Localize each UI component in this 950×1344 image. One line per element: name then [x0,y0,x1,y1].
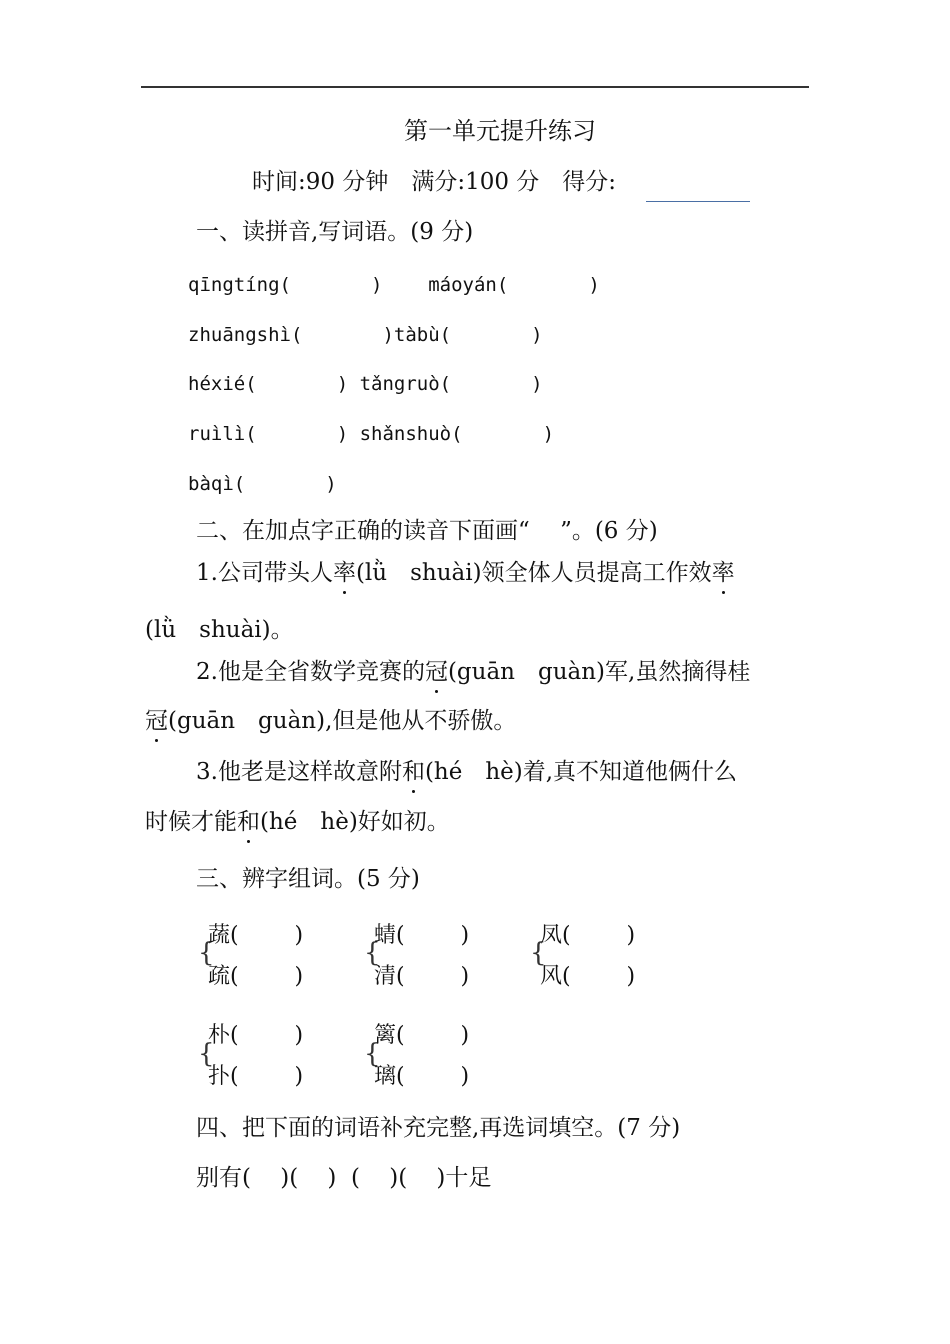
question-1-line-2: (lǜ shuài)。 [145,617,294,643]
question-2-line-1: 2.他是全省数学竞赛的冠(guān guàn)军,虽然摘得桂 [196,659,751,685]
section2-heading: 二、在加点字正确的读音下面画“ ”。(6 分) [196,518,658,544]
char-group-2-bottom: 清( ) [374,964,470,989]
section3-heading: 三、辨字组词。(5 分) [196,866,420,892]
exam-info: 时间:90 分钟 满分:100 分 得分: [252,169,617,195]
section4-heading: 四、把下面的词语补充完整,再选词填空。(7 分) [196,1115,681,1141]
brace-icon: { [530,938,547,968]
top-rule [141,86,809,88]
page-title: 第一单元提升练习 [404,117,596,145]
char-group-4-bottom: 扑( ) [208,1064,304,1089]
brace-icon: { [198,938,215,968]
score-blank [646,201,750,202]
char-group-3-top: 凤( ) [540,923,636,948]
char-group-3-bottom: 风( ) [540,964,636,989]
pinyin-line-4: ruìlì( ) shǎnshuò( ) [188,423,555,445]
question-2-line-2: 冠(guān guàn),但是他从不骄傲。 [145,708,517,734]
idiom-fill-line-1: 别有( )( ) ( )( )十足 [196,1165,492,1191]
pinyin-line-1: qīngtíng( ) máoyán( ) [188,274,600,296]
question-1-line-1: 1.公司带头人率(lǜ shuài)领全体人员提高工作效率 [196,560,735,586]
char-group-4-top: 朴( ) [208,1023,304,1048]
brace-icon: { [364,938,381,968]
brace-icon: { [364,1039,381,1069]
section1-heading: 一、读拼音,写词语。(9 分) [196,219,474,245]
char-group-1-top: 蔬( ) [208,923,304,948]
question-3-line-2: 时候才能和(hé hè)好如初。 [145,809,450,835]
pinyin-line-2: zhuāngshì( )tàbù( ) [188,324,543,346]
char-group-5-top: 篱( ) [374,1023,470,1048]
question-3-line-1: 3.他老是这样故意附和(hé hè)着,真不知道他俩什么 [196,759,738,785]
brace-icon: { [198,1039,215,1069]
char-group-1-bottom: 疏( ) [208,964,304,989]
char-group-2-top: 蜻( ) [374,923,470,948]
char-group-5-bottom: 璃( ) [374,1064,470,1089]
pinyin-line-5: bàqì( ) [188,473,337,495]
pinyin-line-3: héxié( ) tǎngruò( ) [188,373,543,395]
